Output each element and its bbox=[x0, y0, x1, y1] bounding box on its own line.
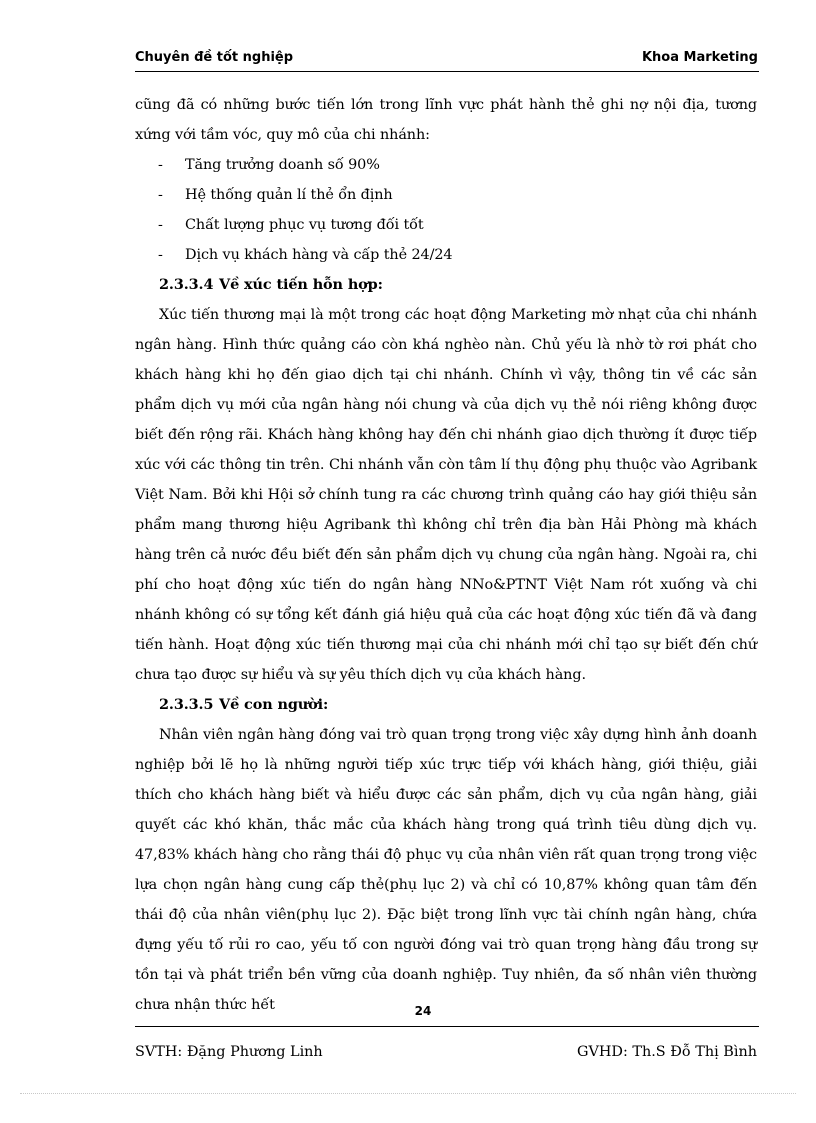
bullet-marker: - bbox=[158, 247, 163, 263]
section-number: 2.3.3.5 bbox=[159, 696, 214, 713]
header-title: Chuyên đề tốt nghiệp bbox=[135, 50, 294, 65]
section-paragraph: Xúc tiến thương mại là một trong các hoạt động Marketing mờ nhạt của chi nhánh ngân hàng. Hình thức quảng cáo còn khá nghèo nàn. Chủ yếu là nhờ tờ rơi phát cho khách hàng khi họ đến giao dịch tại chi nhánh. Chính vì vậy, thông tin về các sản phẩm dịch vụ mới của ngân hàng nói chung và của dịch vụ thẻ nói riêng không được biết đến rộng rãi. Khách hàng không hay đến chi nhánh giao dịch thường ít được tiếp xúc với các thông tin trên. Chi nhánh vẫn còn tâm lí thụ động phụ thuộc vào Agribank Việt Nam. Bởi khi Hội sở chính tung ra các chương trình quảng cáo hay giới thiệu sản phẩm mang thương hiệu Agribank thì không chỉ trên địa bàn Hải Phòng mà khách hàng trên cả nước đều biết đến sản phẩm dịch vụ chung của ngân hàng. Ngoài ra, chi phí cho hoạt động xúc tiến do ngân hàng NNo&PTNT Việt Nam rót xuống và chi nhánh không có sự tổng kết đánh giá hiệu quả của các hoạt động xúc tiến đã và đang tiến hành. Hoạt động xúc tiến thương mại của chi nhánh mới chỉ tạo sự biết đến chứ chưa tạo được sự hiểu và sự yêu thích dịch vụ của khách hàng. bbox=[135, 307, 757, 683]
page-boundary bbox=[20, 1093, 796, 1094]
section-heading bbox=[135, 270, 757, 300]
footer-student: SVTH: Đặng Phương Linh bbox=[135, 1044, 323, 1060]
bullet-marker: - bbox=[158, 217, 163, 233]
page-body bbox=[135, 90, 757, 1020]
header-divider bbox=[135, 71, 759, 72]
section-number: 2.3.3.4 bbox=[159, 276, 214, 293]
section-title: Về xúc tiến hỗn hợp: bbox=[219, 276, 383, 293]
footer-supervisor: GVHD: Th.S Đỗ Thị Bình bbox=[576, 1044, 757, 1060]
bullet-marker: - bbox=[158, 187, 163, 203]
list-item bbox=[135, 210, 757, 240]
list-item-text: Chất lượng phục vụ tương đối tốt bbox=[185, 217, 424, 233]
list-item bbox=[135, 240, 757, 270]
list-item bbox=[135, 150, 757, 180]
bullet-marker: - bbox=[158, 157, 163, 173]
section-heading bbox=[135, 690, 757, 720]
list-item-text: Tăng trưởng doanh số 90% bbox=[185, 157, 380, 173]
page-number: 24 bbox=[414, 1004, 432, 1018]
bullet-list bbox=[135, 150, 757, 270]
list-item-text: Dịch vụ khách hàng và cấp thẻ 24/24 bbox=[185, 247, 453, 263]
header-department: Khoa Marketing bbox=[641, 50, 758, 65]
intro-paragraph: cũng đã có những bước tiến lớn trong lĩnh vực phát hành thẻ ghi nợ nội địa, tương xứng với tầm vóc, quy mô của chi nhánh: bbox=[135, 97, 757, 143]
footer-divider bbox=[135, 1026, 759, 1027]
list-item-text: Hệ thống quản lí thẻ ổn định bbox=[185, 187, 393, 203]
section-paragraph: Nhân viên ngân hàng đóng vai trò quan trọng trong việc xây dựng hình ảnh doanh nghiệp bởi lẽ họ là những người tiếp xúc trực tiếp với khách hàng, giới thiệu, giải thích cho khách hàng biết và hiểu được các sản phẩm, dịch vụ của ngân hàng, giải quyết các khó khăn, thắc mắc của khách hàng trong quá trình tiêu dùng dịch vụ. 47,83% khách hàng cho rằng thái độ phục vụ của nhân viên rất quan trọng trong việc lựa chọn ngân hàng cung cấp thẻ(phụ lục 2) và chỉ có 10,87% không quan tâm đến thái độ của nhân viên(phụ lục 2). Đặc biệt trong lĩnh vực tài chính ngân hàng, chứa đựng yếu tố rủi ro cao, yếu tố con người đóng vai trò quan trọng hàng đầu trong sự tồn tại và phát triển bền vững của doanh nghiệp. Tuy nhiên, đa số nhân viên thường chưa nhận thức hết bbox=[135, 727, 757, 1013]
section-title: Về con người: bbox=[219, 696, 329, 713]
list-item bbox=[135, 180, 757, 210]
